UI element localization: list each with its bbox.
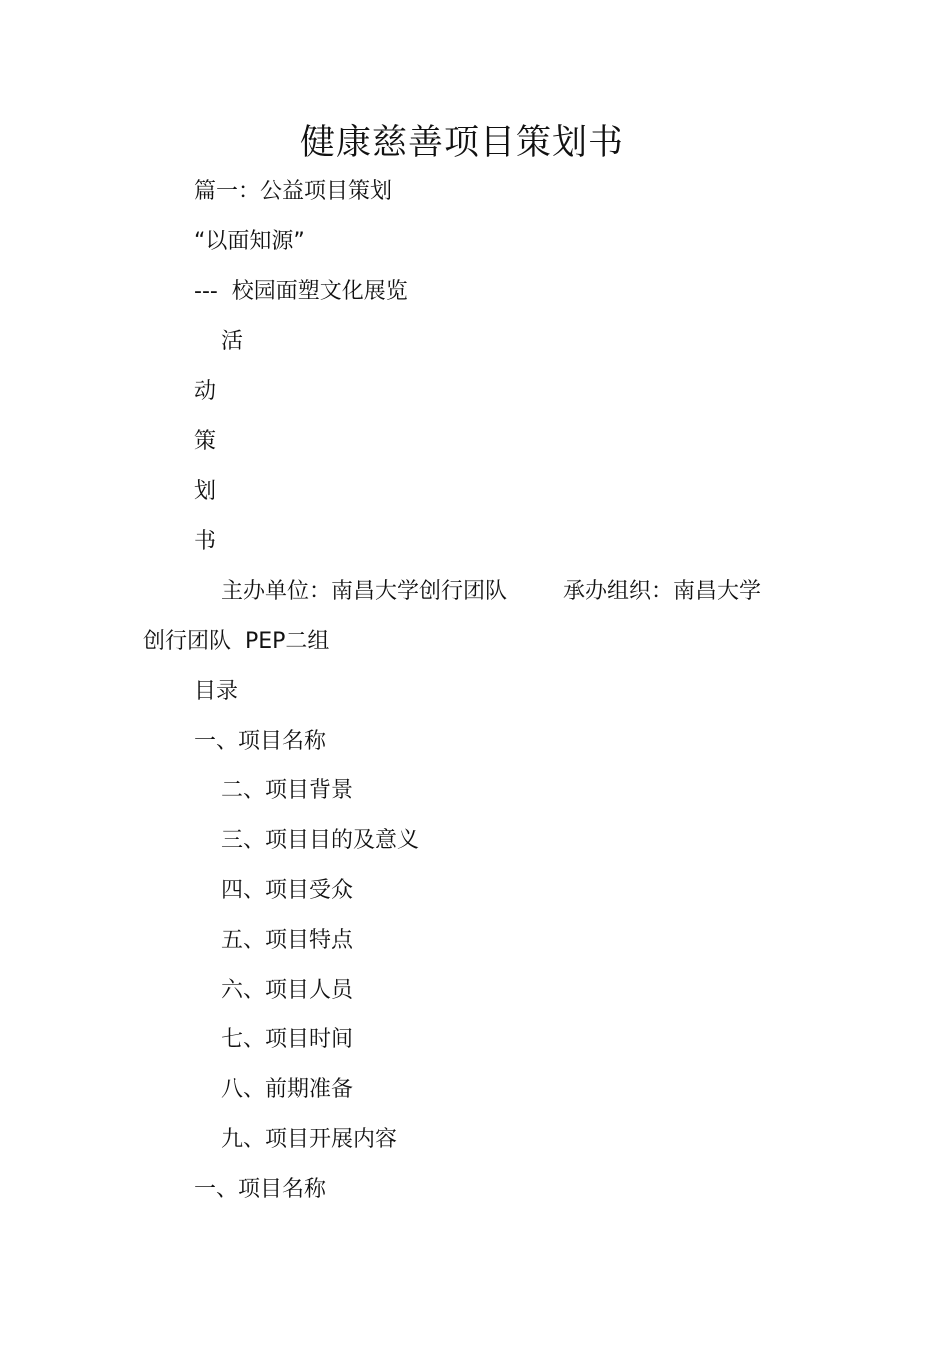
toc-item: 九、项目开展内容 [221,1127,398,1152]
toc-item: 四、项目受众 [221,878,354,903]
toc-item: 五、项目特点 [221,928,354,953]
vertical-heading-char: 书 [194,529,217,554]
project-subtitle: --- 校园面塑文化展览 [194,279,408,304]
co-organizer-continued: 创行团队 PEP二组 [143,629,330,654]
toc-item: 一、项目名称 [194,729,327,754]
organizer-line [221,577,761,607]
toc-item: 八、前期准备 [221,1077,354,1102]
toc-item: 六、项目人员 [221,978,354,1003]
chapter-heading: 篇一：公益项目策划 [194,179,393,204]
vertical-heading-char: 活 [221,329,244,354]
section-heading: 一、项目名称 [194,1177,327,1202]
vertical-heading-char: 动 [194,379,217,404]
organizer: 主办单位：南昌大学创行团队 [221,579,508,604]
toc-item: 七、项目时间 [221,1027,354,1052]
vertical-heading-char: 划 [194,479,217,504]
project-quote: “以面知源” [194,229,305,254]
toc-item: 二、项目背景 [221,778,354,803]
toc-heading: 目录 [194,679,239,704]
document-title: 健康慈善项目策划书 [299,123,624,163]
co-organizer: 承办组织：南昌大学 [563,579,762,604]
vertical-heading-char: 策 [194,429,217,454]
toc-item: 三、项目目的及意义 [221,828,420,853]
